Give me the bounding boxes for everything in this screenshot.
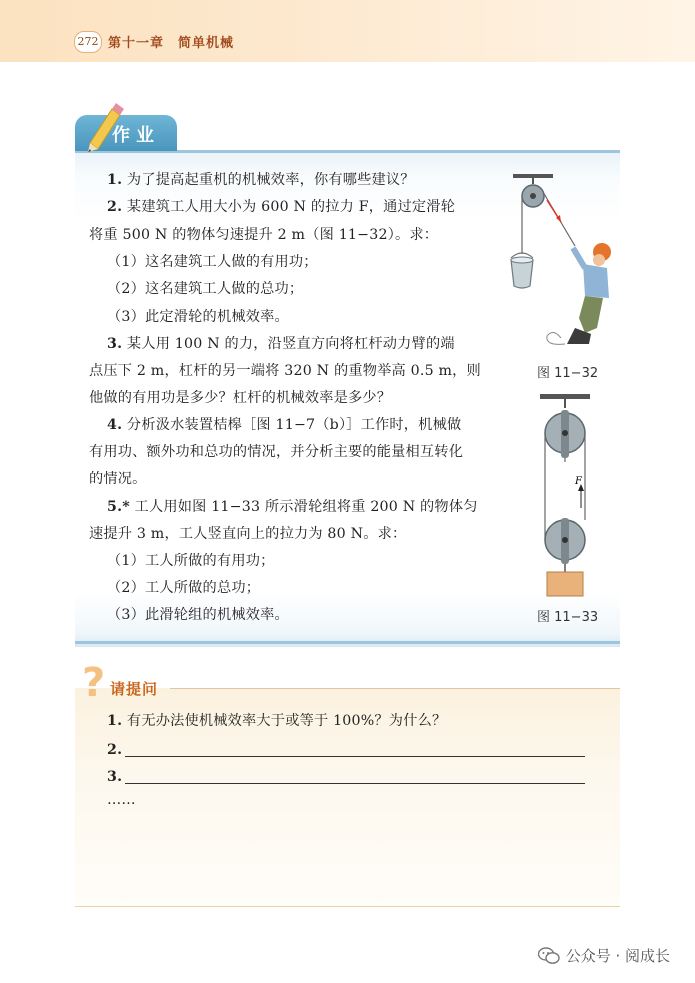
- load-block: [547, 572, 583, 596]
- homework-line-text: （1）这名建筑工人做的有用功；: [107, 254, 318, 270]
- homework-line-text: 的情况。: [89, 471, 147, 487]
- homework-question-number: 5.*: [107, 499, 130, 515]
- homework-question-number: 1.: [107, 172, 123, 188]
- worker-trousers: [579, 296, 603, 333]
- figure-11-33-caption: 图 11−33: [537, 610, 599, 625]
- homework-line: [107, 307, 289, 327]
- homework-line-text: 他做的有用功是多少？杠杆的机械效率是多少？: [89, 390, 392, 406]
- homework-line-text: （3）此滑轮组的机械效率。: [107, 607, 289, 623]
- homework-line: [107, 415, 461, 435]
- question-header-rule: [170, 688, 620, 689]
- homework-line-text: 分析汲水装置桔槔［图 11−7（b）］工作时，机械做: [122, 417, 462, 433]
- homework-line-text: 将重 500 N 的物体匀速提升 2 m（图 11−32）。求：: [89, 227, 439, 243]
- question-1-text: 有无办法使机械效率大于或等于 100%？为什么？: [122, 713, 447, 729]
- question-2-number: 2.: [107, 742, 123, 758]
- homework-question-number: 4.: [107, 417, 123, 433]
- question-3-blank[interactable]: [125, 783, 585, 784]
- homework-line: [89, 388, 391, 408]
- page-header: [0, 0, 695, 62]
- question-1: [107, 711, 446, 731]
- homework-line-text: （2）工人所做的总功；: [107, 580, 261, 596]
- homework-line: [107, 170, 415, 190]
- homework-line: [107, 252, 318, 272]
- force-label: F: [575, 476, 582, 487]
- question-bottom-rule: [75, 906, 620, 907]
- chapter-heading: [108, 32, 248, 51]
- homework-line: [107, 578, 260, 598]
- homework-line-text: 某人用 100 N 的力，沿竖直方向将杠杆动力臂的端: [122, 336, 455, 352]
- homework-line: [107, 605, 289, 625]
- homework-line: [107, 334, 455, 354]
- homework-line: [89, 524, 406, 544]
- homework-line: [107, 497, 478, 517]
- homework-line: [89, 225, 438, 245]
- question-ellipsis: ……: [107, 792, 136, 808]
- worker-shirt: [583, 264, 609, 298]
- wechat-icon: [538, 947, 560, 965]
- homework-line-text: （2）这名建筑工人做的总功；: [107, 281, 304, 297]
- figure-11-32-caption: 图 11−32: [537, 366, 599, 381]
- homework-line-text: （1）工人所做的有用功；: [107, 553, 275, 569]
- ceiling-bracket: [540, 394, 590, 399]
- homework-line: [89, 469, 147, 489]
- homework-line: [107, 279, 303, 299]
- homework-line-text: （3）此定滑轮的机械效率。: [107, 309, 289, 325]
- ceiling-bracket: [513, 174, 553, 178]
- homework-line-text: 速提升 3 m，工人竖直向上的拉力为 80 N。求：: [89, 526, 407, 542]
- homework-line: [107, 197, 455, 217]
- homework-title: 作业: [112, 125, 160, 146]
- question-title: 请提问: [110, 680, 159, 698]
- page-number: 272: [74, 31, 102, 53]
- homework-line-text: 某建筑工人用大小为 600 N 的拉力 F，通过定滑轮: [122, 199, 456, 215]
- homework-line-text: 工人用如图 11−33 所示滑轮组将重 200 N 的物体匀: [129, 499, 478, 515]
- homework-line-text: 有用功、额外功和总功的情况，并分析主要的能量相互转化: [89, 444, 464, 460]
- question-2-blank[interactable]: [125, 756, 585, 757]
- homework-question-number: 3.: [107, 336, 123, 352]
- homework-question-number: 2.: [107, 199, 123, 215]
- homework-bottom-rule: [75, 641, 620, 644]
- figure-11-33: [535, 390, 605, 600]
- chapter-number: 第十一章: [108, 36, 165, 51]
- bucket: [511, 260, 533, 288]
- question-1-number: 1.: [107, 713, 123, 729]
- figure-11-32: [505, 168, 617, 358]
- homework-line: [89, 361, 481, 381]
- watermark: [538, 945, 670, 966]
- homework-line-text: 点压下 2 m，杠杆的另一端将 320 N 的重物举高 0.5 m，则: [89, 363, 481, 379]
- homework-line: [107, 551, 275, 571]
- question-3-number: 3.: [107, 769, 123, 785]
- homework-line-text: 为了提高起重机的机械效率，你有哪些建议？: [122, 172, 415, 188]
- question-mark-icon: ?: [82, 660, 106, 706]
- homework-line: [89, 442, 463, 462]
- chapter-title: 简单机械: [178, 36, 235, 51]
- watermark-text: 公众号 · 阅成长: [565, 947, 670, 965]
